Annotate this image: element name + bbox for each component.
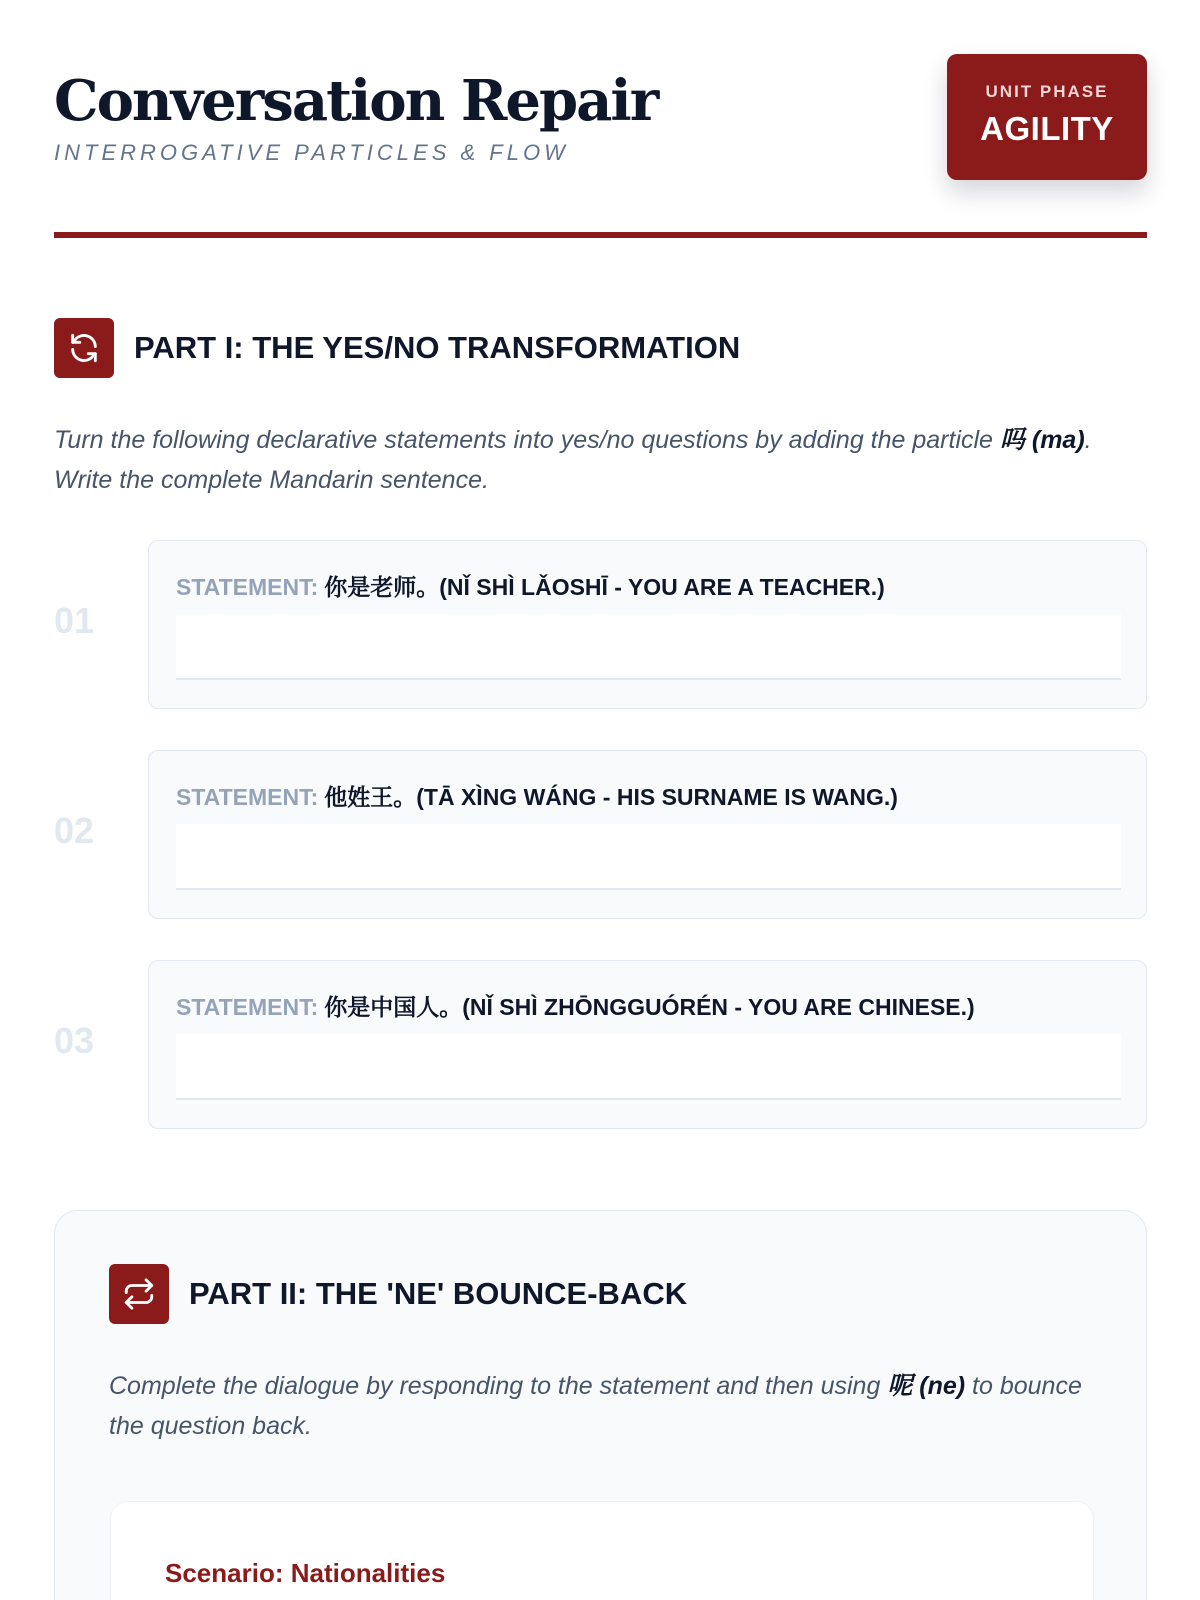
part2-instructions bbox=[109, 1366, 1099, 1446]
header-divider bbox=[54, 232, 1147, 238]
question-number: 03 bbox=[54, 1020, 95, 1061]
answer-input[interactable] bbox=[176, 824, 1121, 890]
part2-particle: 呢 (ne) bbox=[887, 1372, 966, 1400]
refresh-icon bbox=[54, 318, 114, 378]
statement-text: 你是中国人。(NǏ SHÌ ZHŌNGGUÓRÉN - YOU ARE CHINESE.) bbox=[324, 994, 975, 1020]
statement-text: 他姓王。(TĀ XÌNG WÁNG - HIS SURNAME IS WANG.) bbox=[324, 784, 898, 810]
question-card bbox=[148, 540, 1147, 709]
question-number: 01 bbox=[54, 600, 95, 641]
answer-input[interactable] bbox=[176, 614, 1121, 680]
question-card bbox=[148, 960, 1147, 1129]
part1-heading bbox=[54, 318, 740, 378]
page-title: Conversation Repair bbox=[54, 68, 658, 134]
part1-instructions-text: Turn the following declarative statements into yes/no questions by adding the particle bbox=[54, 426, 1000, 454]
part1-instructions-end: . Write the complete Mandarin sentence. bbox=[54, 426, 1092, 494]
statement-text: 你是老师。(NǏ SHÌ LǍOSHĪ - YOU ARE A TEACHER.) bbox=[324, 574, 885, 600]
statement-label: STATEMENT: bbox=[176, 574, 319, 600]
question-statement bbox=[176, 569, 885, 602]
part2-heading bbox=[109, 1264, 687, 1324]
statement-label: STATEMENT: bbox=[176, 994, 319, 1020]
swap-arrows-icon bbox=[109, 1264, 169, 1324]
part2-section bbox=[54, 1210, 1147, 1600]
part2-instructions-end: to bounce the question back. bbox=[109, 1372, 1082, 1440]
badge-value: AGILITY bbox=[980, 110, 1114, 147]
question-statement bbox=[176, 779, 898, 812]
scenario-title: Scenario: Nationalities bbox=[165, 1558, 446, 1588]
page-subtitle: INTERROGATIVE PARTICLES & FLOW bbox=[54, 140, 569, 165]
part2-instructions-text: Complete the dialogue by responding to the statement and then using bbox=[109, 1372, 888, 1400]
part1-title: PART I: THE YES/NO TRANSFORMATION bbox=[134, 330, 741, 365]
part1-particle: 吗 (ma) bbox=[999, 426, 1085, 454]
question-number: 02 bbox=[54, 810, 95, 851]
question-card bbox=[148, 750, 1147, 919]
badge-label: UNIT PHASE bbox=[985, 82, 1109, 101]
part1-instructions bbox=[54, 420, 1147, 500]
question-statement bbox=[176, 989, 975, 1022]
scenario-card bbox=[110, 1501, 1094, 1600]
worksheet-header bbox=[54, 50, 1147, 240]
part2-title: PART II: THE 'NE' BOUNCE-BACK bbox=[189, 1276, 688, 1311]
statement-label: STATEMENT: bbox=[176, 784, 319, 810]
unit-phase-badge bbox=[947, 54, 1147, 180]
answer-input[interactable] bbox=[176, 1034, 1121, 1100]
